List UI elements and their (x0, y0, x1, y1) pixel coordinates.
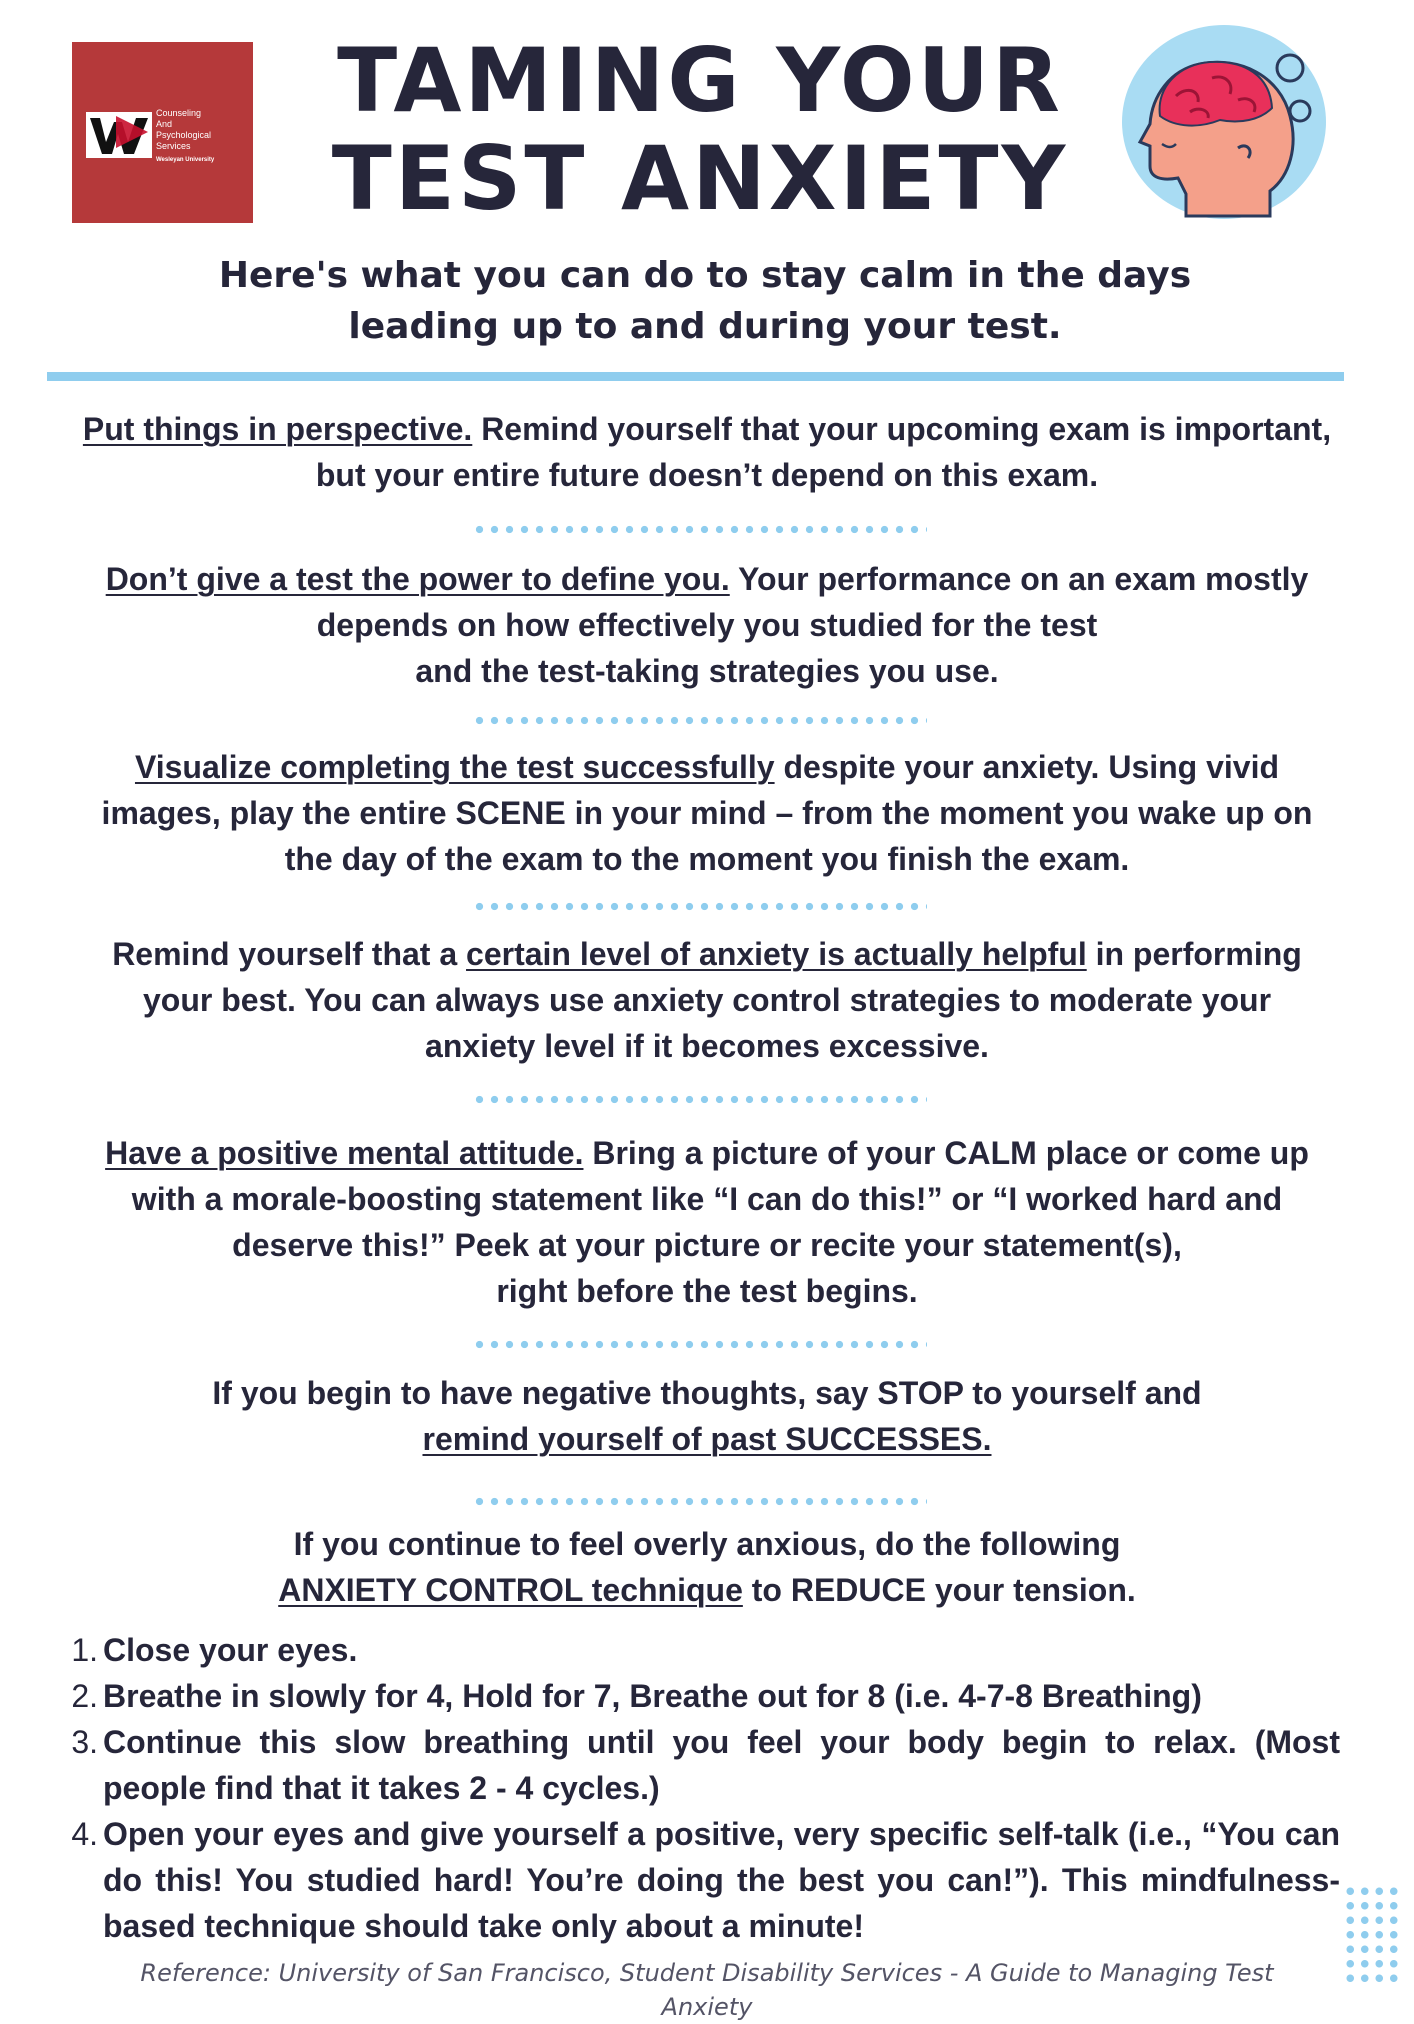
subtitle-line-2: leading up to and during your test. (348, 306, 1062, 347)
logo-line-2: And (156, 119, 173, 129)
subtitle (140, 250, 1270, 352)
step-number: 1. (71, 1632, 98, 1668)
tip-define (20, 556, 1394, 694)
tip-text: to REDUCE your tension. (742, 1572, 1136, 1608)
tip-text: but your entire future doesn’t depend on this exam. (315, 457, 1099, 493)
tip-visualize (20, 744, 1394, 882)
tip-text: in performing (1086, 936, 1302, 972)
tip-text: deserve this!” Peek at your picture or recite your statement(s), (232, 1227, 1182, 1263)
tip-anxiety-control (20, 1521, 1394, 1613)
tip-text: your best. You can always use anxiety control strategies to moderate your (142, 982, 1272, 1018)
tip-text: anxiety level if it becomes excessive. (425, 1028, 989, 1064)
logo-line-1: Counseling (156, 108, 202, 118)
tip-text: right before the test begins. (496, 1273, 918, 1309)
step-number: 4. (71, 1816, 98, 1852)
list-item (60, 1627, 1340, 1673)
step-text: Continue this slow breathing until you feel your body begin to relax. (Most people find that it takes 2 - 4 cycles.) (103, 1724, 1340, 1806)
list-item (60, 1811, 1340, 1949)
tip-text: depends on how effectively you studied for the test (316, 607, 1098, 643)
tip-text: despite your anxiety. Using vivid (774, 749, 1280, 785)
dotted-divider (472, 716, 927, 725)
tip-text: the day of the exam to the moment you finish the exam. (284, 841, 1130, 877)
caps-logo (72, 42, 253, 223)
dotted-divider (472, 1095, 927, 1104)
subtitle-line-1: Here's what you can do to stay calm in the days (218, 255, 1192, 296)
dotted-divider (472, 1497, 927, 1506)
tip-text: If you continue to feel overly anxious, do the following (293, 1526, 1121, 1562)
tip-text: Remind yourself that a (112, 936, 467, 972)
list-item (60, 1719, 1340, 1811)
tip-text: Bring a picture of your CALM place or come up (583, 1135, 1309, 1171)
tip-helpful-anxiety (20, 931, 1394, 1069)
tip-text: and the test-taking strategies you use. (415, 653, 999, 689)
tip-stop-thoughts (20, 1370, 1394, 1462)
tip-text: Your performance on an exam mostly (729, 561, 1309, 597)
tip-text: Remind yourself that your upcoming exam is important, (472, 411, 1332, 447)
tip-heading: certain level of anxiety is actually helpful (466, 936, 1087, 972)
tip-heading: remind yourself of past SUCCESSES. (422, 1421, 992, 1457)
tip-text: images, play the entire SCENE in your mind – from the moment you wake up on (101, 795, 1313, 831)
dotted-divider (472, 902, 927, 911)
reference-note: Reference: University of San Francisco, Student Disability Services - A Guide to Managing Test Anxiety (140, 1959, 1274, 2021)
tip-heading: ANXIETY CONTROL technique (278, 1572, 743, 1608)
tip-text: If you begin to have negative thoughts, say STOP to yourself and (212, 1375, 1202, 1411)
tip-perspective (20, 406, 1394, 498)
tip-heading: Put things in perspective. (82, 411, 473, 447)
divider-rule (47, 372, 1344, 381)
title-line-2: TEST ANXIETY (331, 127, 1069, 230)
step-text: Breathe in slowly for 4, Hold for 7, Breathe out for 8 (i.e. 4-7-8 Breathing) (103, 1678, 1202, 1714)
list-item (60, 1673, 1340, 1719)
tip-heading: Have a positive mental attitude. (105, 1135, 584, 1171)
dotted-divider (472, 525, 927, 534)
step-number: 2. (71, 1678, 98, 1714)
logo-university: Wesleyan University (156, 157, 215, 163)
tip-text: with a morale-boosting statement like “I can do this!” or “I worked hard and (131, 1181, 1283, 1217)
tip-heading: Visualize completing the test successfully (134, 749, 775, 785)
step-text: Close your eyes. (103, 1632, 358, 1668)
logo-line-3: Psychological (156, 130, 212, 140)
title-line-1: TAMING YOUR (337, 29, 1063, 132)
tip-positive-attitude (20, 1130, 1394, 1314)
logo-line-4: Services (156, 141, 191, 151)
page-title (330, 29, 1070, 230)
technique-steps (60, 1627, 1340, 1949)
tip-heading: Don’t give a test the power to define you. (105, 561, 730, 597)
brain-head-icon (1120, 16, 1340, 236)
step-text: Open your eyes and give yourself a positive, very specific self-talk (i.e., “You can do this! You studied hard! You’re doing the best you can!”). This mindfulness-based technique should take only about a minute! (103, 1816, 1340, 1944)
dotted-divider (472, 1340, 927, 1349)
step-number: 3. (71, 1724, 98, 1760)
wesleyan-w-logo-icon (86, 112, 152, 158)
decorative-dot-grid (1343, 1884, 1401, 1987)
